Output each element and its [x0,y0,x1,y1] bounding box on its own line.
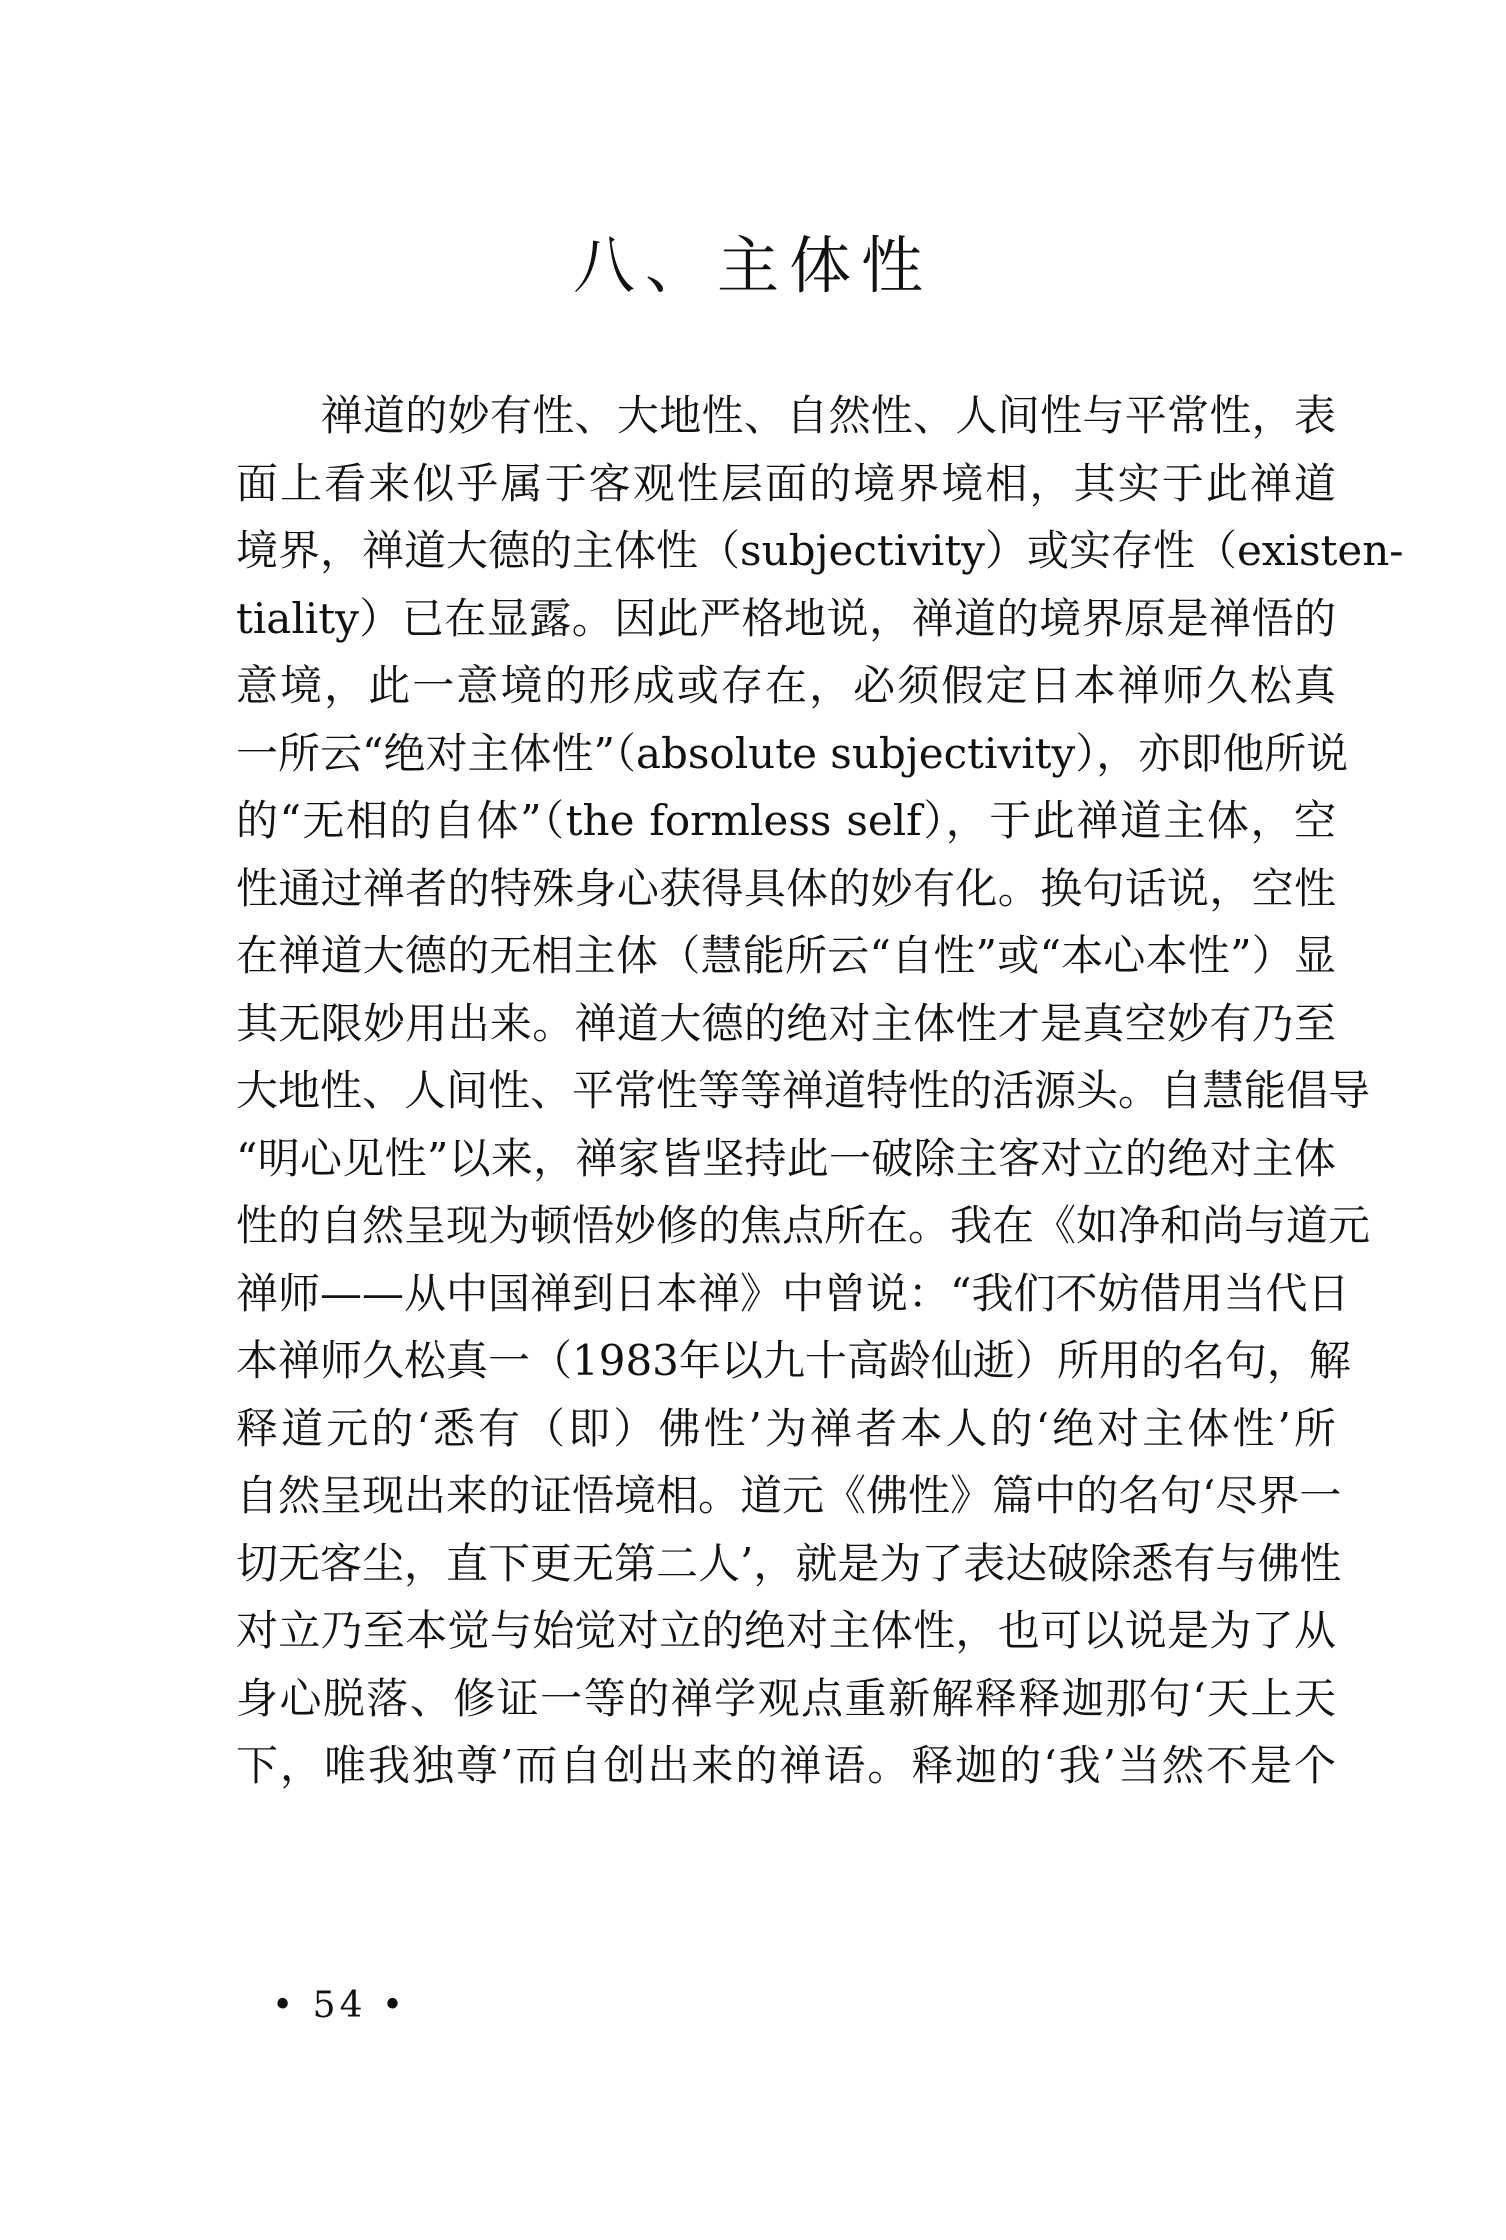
text-line: 身心脱落、修证一等的禅学观点重新解释释迦那句‘天上天 [236,1673,1336,1723]
text-line: 一所云“绝对主体性”（absolute subjectivity），亦即他所说 [236,728,1349,778]
text-line: 其无限妙用出来。禅道大德的绝对主体性才是真空妙有乃至 [236,998,1336,1048]
text-line: 禅师——从中国禅到日本禅》中曾说：“我们不妨借用当代日 [236,1268,1350,1318]
text-line: 切无客尘，直下更无第二人’，就是为了表达破除悉有与佛性 [236,1538,1342,1588]
section-heading: 八、主体性 [572,229,933,302]
text-line: 对立乃至本觉与始觉对立的绝对主体性，也可以说是为了从 [236,1606,1336,1655]
text-line: 下，唯我独尊’而自创出来的禅语。释迦的‘我’当然不是个 [236,1741,1336,1790]
text-line: 释道元的‘悉有（即）佛性’为禅者本人的‘绝对主体性’所 [236,1403,1336,1453]
text-line: 面上看来似乎属于客观性层面的境界境相，其实于此禅道 [236,458,1336,508]
page-number: • 54 • [272,1985,408,2026]
text-line: 性通过禅者的特殊身心获得具体的妙有化。换句话说，空性 [236,863,1336,913]
text-line: 境界，禅道大德的主体性（subjectivity）或实存性（existen- [236,526,1404,575]
text-line: 自然呈现出来的证悟境相。道元《佛性》篇中的名句‘尽界一 [236,1471,1342,1520]
text-line: 禅道的妙有性、大地性、自然性、人间性与平常性，表 [236,391,1336,440]
text-line: “明心见性”以来，禅家皆坚持此一破除主客对立的绝对主体 [236,1133,1336,1183]
text-line: tiality）已在显露。因此严格地说，禅道的境界原是禅悟的 [236,593,1336,643]
body-text [236,382,1404,1800]
text-line: 的“无相的自体”（the formless self），于此禅道主体，空 [236,796,1336,845]
text-line: 本禅师久松真一（1983年以九十高龄仙逝）所用的名句，解 [236,1336,1351,1385]
text-line: 意境，此一意境的形成或存在，必须假定日本禅师久松真 [236,661,1336,710]
text-line: 在禅道大德的无相主体（慧能所云“自性”或“本心本性”）显 [236,931,1336,980]
text-line: 性的自然呈现为顿悟妙修的焦点所在。我在《如净和尚与道元 [236,1201,1371,1250]
text-line: 大地性、人间性、平常性等等禅道特性的活源头。自慧能倡导 [236,1066,1371,1115]
